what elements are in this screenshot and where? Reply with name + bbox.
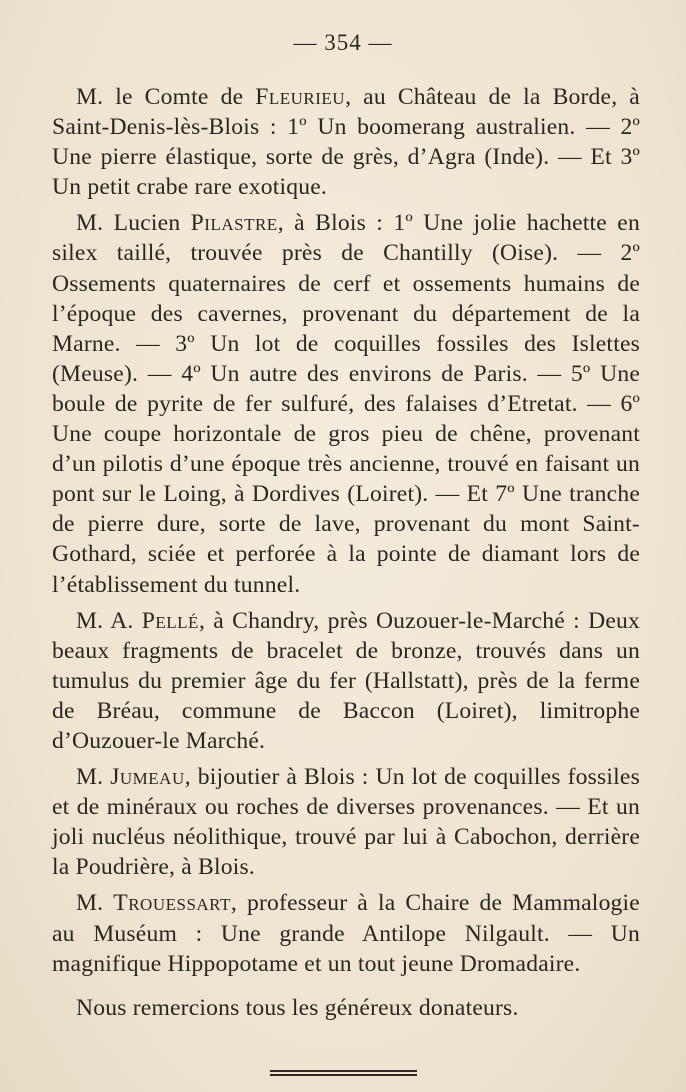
donor-title: M. bbox=[76, 764, 104, 791]
donation-text: , à Blois : 1º Une jolie hachette en silex taillé, trouvée près de Chantilly (Oise). — 2º Ossements quaternaires de cerf et ossements humains de l’époque des cavernes, provenant du département de la Marne. — 3º Un lot de coquilles fossiles des Islettes (Meuse). — 4º Un autre des environs de Paris. — 5º Une boule de pyrite de fer sulfuré, des falaises d’Etretat. — 6º Une coupe horizontale de gros pieu de chêne, provenant d’un pilotis d’une époque très ancienne, trouvé en faisant un pont sur le Loing, à Dordives (Loiret). — Et 7º Une tranche de pierre dure, sorte de lave, provenant du mont Saint-Gothard, sciée et perforée à la pointe de diamant lors de l’établissement du tunnel. bbox=[52, 210, 640, 598]
donor-surname: Pilastre bbox=[190, 210, 278, 237]
donation-text: , à Chandry, près Ouzouer-le-Marché : Deux beaux fragments de bracelet de bronze, trouvés dans un tumulus du premier âge du fer (Hallstatt), près de la ferme de Bréau, commune de Baccon (Loiret), limitrophe d’Ouzouer-le Marché. bbox=[52, 607, 640, 754]
donation-paragraph-trouessart bbox=[52, 888, 640, 978]
donation-text: , professeur à la Chaire de Mammalogie au Muséum : Une grande Antilope Nilgault. — Un magnifique Hippopotame et un tout jeune Dromadaire. bbox=[52, 890, 640, 977]
donation-paragraph-pilastre bbox=[52, 208, 640, 599]
donor-title: M. bbox=[76, 890, 104, 917]
donor-surname: Trouessart bbox=[113, 890, 231, 917]
donor-title: M. Lucien bbox=[76, 210, 181, 237]
donation-paragraph-jumeau bbox=[52, 762, 640, 882]
donor-title: M. A. bbox=[76, 607, 134, 634]
donation-paragraph-fleurieu bbox=[52, 82, 640, 202]
body-text bbox=[52, 82, 640, 1023]
donor-surname: Fleurieu bbox=[255, 84, 346, 110]
donation-text: , au Château de la Borde, à Saint-Denis-lès-Blois : 1º Un boomerang australien. — 2º Une pierre élastique, sorte de grès, d’Agra (Inde). — Et 3º Un petit crabe rare exotique. bbox=[52, 84, 640, 201]
end-rule bbox=[270, 1070, 417, 1076]
donation-text: , bijoutier à Blois : Un lot de coquilles fossiles et de minéraux ou roches de diverses provenances. — Et un joli nucléus néolithique, trouvé par lui à Cabochon, derrière la Poudrière, à Blois. bbox=[52, 764, 640, 881]
closing-paragraph: Nous remercions tous les généreux donateurs. bbox=[76, 994, 519, 1021]
donation-paragraph-pelle bbox=[52, 606, 640, 756]
donor-surname: Pellé bbox=[141, 607, 199, 634]
donor-surname: Jumeau bbox=[110, 764, 185, 791]
page-number: — 354 — bbox=[293, 30, 393, 55]
donor-title: M. le Comte de bbox=[76, 84, 244, 110]
